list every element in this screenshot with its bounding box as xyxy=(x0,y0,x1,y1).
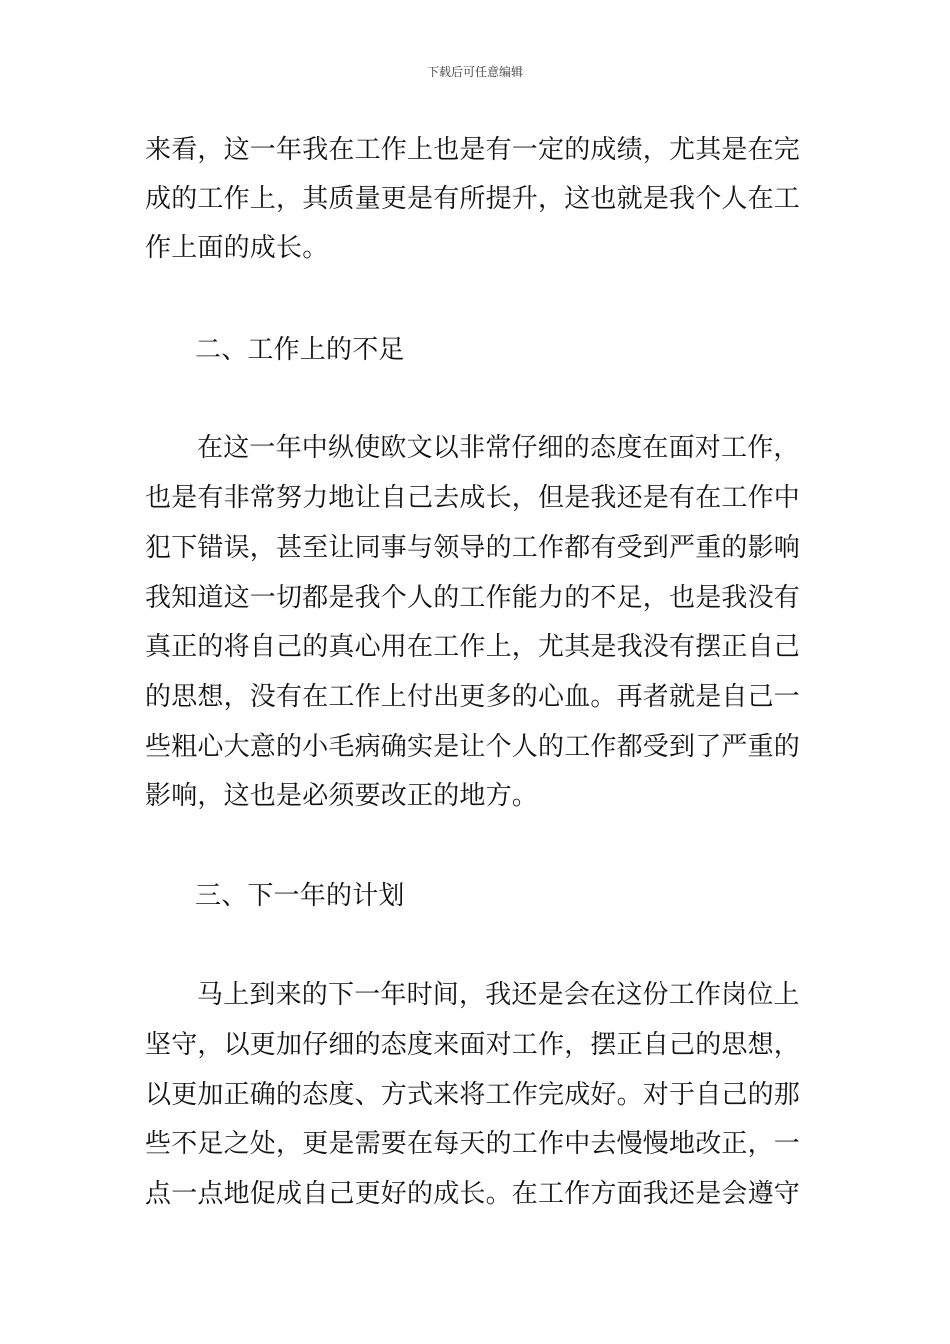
body-text-line: 些粗心大意的小毛病确实是让个人的工作都受到了严重的 xyxy=(145,732,801,762)
body-text-line: 犯下错误，甚至让同事与领导的工作都有受到严重的影响 xyxy=(145,533,801,563)
body-text-line: 来看，这一年我在工作上也是有一定的成绩，尤其是在完 xyxy=(145,135,801,165)
body-text-line: 真正的将自己的真心用在工作上，尤其是我没有摆正自己 xyxy=(145,632,801,662)
section-heading: 二、工作上的不足 xyxy=(195,335,405,365)
body-text-line: 我知道这一切都是我个人的工作能力的不足，也是我没有 xyxy=(145,583,801,613)
body-text-line: 的思想，没有在工作上付出更多的心血。再者就是自己一 xyxy=(145,682,801,712)
body-text-line: 些不足之处，更是需要在每天的工作中去慢慢地改正，一 xyxy=(145,1129,801,1159)
section-heading: 三、下一年的计划 xyxy=(195,881,405,911)
body-text-line: 在这一年中纵使欧文以非常仔细的态度在面对工作， xyxy=(197,433,800,463)
body-text-line: 成的工作上，其质量更是有所提升，这也就是我个人在工 xyxy=(145,184,801,214)
body-text-line: 作上面的成长。 xyxy=(145,233,329,263)
body-text-line: 点一点地促成自己更好的成长。在工作方面我还是会遵守 xyxy=(145,1179,801,1209)
body-text-line: 以更加正确的态度、方式来将工作完成好。对于自己的那 xyxy=(145,1080,801,1110)
body-text-line: 马上到来的下一年时间，我还是会在这份工作岗位上 xyxy=(197,980,800,1010)
body-text-line: 影响，这也是必须要改正的地方。 xyxy=(145,781,539,811)
page-header-note: 下载后可任意编辑 xyxy=(426,65,523,79)
body-text-line: 也是有非常努力地让自己去成长，但是我还是有在工作中 xyxy=(145,483,801,513)
body-text-line: 坚守，以更加仔细的态度来面对工作，摆正自己的思想， xyxy=(145,1030,801,1060)
